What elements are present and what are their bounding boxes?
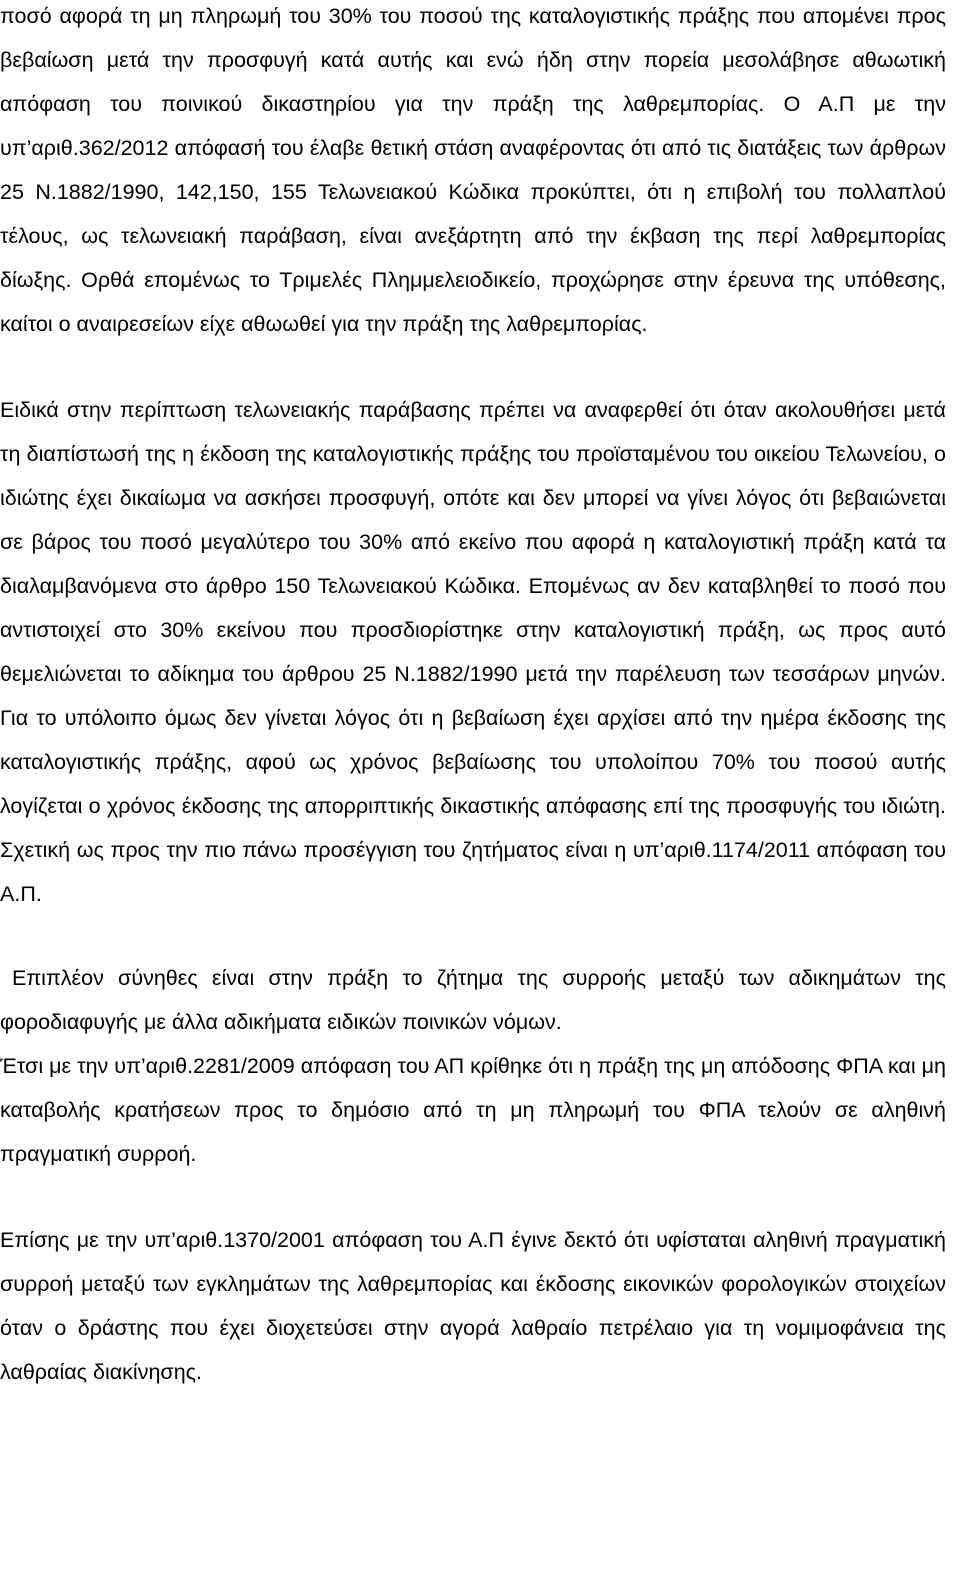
paragraph-4: Έτσι με την υπ’αριθ.2281/2009 απόφαση του ΑΠ κρίθηκε ότι η πράξη της μη απόδοσης ΦΠΑ και μη καταβολής κρατήσεων προς το δημόσιο από τη μη πληρωμή του ΦΠΑ τελούν σε αληθινή πραγματική συρροή. [0, 1054, 946, 1166]
paragraph-3 [0, 956, 946, 1044]
paragraph-1: ποσό αφορά τη μη πληρωμή του 30% του ποσού της καταλογιστικής πράξης που απομένει προς βεβαίωση μετά την προσφυγή κατά αυτής και ενώ ήδη στην πορεία μεσολάβησε αθωωτική απόφαση του ποινικού δικαστηρίου για την πράξη της λαθρεμπορίας. Ο Α.Π με την υπ’αριθ.362/2012 απόφασή του έλαβε θετική στάση αναφέροντας ότι από τις διατάξεις των άρθρων 25 Ν.1882/1990, 142,150, 155 Τελωνειακού Κώδικα προκύπτει, ότι η επιβολή του πολλαπλού τέλους, ως τελωνειακή παράβαση, είναι ανεξάρτητη από την έκβαση της περί λαθρεμπορίας δίωξης. Ορθά επομένως το Τριμελές Πλημμελειοδικείο, προχώρησε στην έρευνα της υπόθεσης, καίτοι ο αναιρεσείων είχε αθωωθεί για την πράξη της λαθρεμπορίας. [0, 4, 946, 336]
paragraph-5: Επίσης με την υπ’αριθ.1370/2001 απόφαση του Α.Π έγινε δεκτό ότι υφίσταται αληθινή πραγματική συρροή μεταξύ των εγκλημάτων της λαθρεμπορίας και έκδοσης εικονικών φορολογικών στοιχείων όταν ο δράστης που έχει διοχετεύσει στην αγορά λαθραίο πετρέλαιο για τη νομιμοφάνεια της λαθραίας διακίνησης. [0, 1228, 946, 1384]
paragraph-3-text: Επιπλέον σύνηθες είναι στην πράξη το ζήτημα της συρροής μεταξύ των αδικημάτων της φοροδιαφυγής με άλλα αδικήματα ειδικών ποινικών νόμων. [0, 966, 946, 1034]
paragraph-2: Ειδικά στην περίπτωση τελωνειακής παράβασης πρέπει να αναφερθεί ότι όταν ακολουθήσει μετά τη διαπίστωσή της η έκδοση της καταλογιστικής πράξης του προϊσταμένου του οικείου Τελωνείου, ο ιδιώτης έχει δικαίωμα να ασκήσει προσφυγή, οπότε και δεν μπορεί να γίνει λόγος ότι βεβαιώνεται σε βάρος του ποσό μεγαλύτερο του 30% από εκείνο που αφορά η καταλογιστική πράξη κατά τα διαλαμβανόμενα στο άρθρο 150 Τελωνειακού Κώδικα. Επομένως αν δεν καταβληθεί το ποσό που αντιστοιχεί στο 30% εκείνου που προσδιορίστηκε στην καταλογιστική πράξη, ως προς αυτό θεμελιώνεται το αδίκημα του άρθρου 25 Ν.1882/1990 μετά την παρέλευση των τεσσάρων μηνών. Για το υπόλοιπο όμως δεν γίνεται λόγος ότι η βεβαίωση έχει αρχίσει από την ημέρα έκδοσης της καταλογιστικής πράξης, αφού ως χρόνος βεβαίωσης του υπολοίπου 70% του ποσού αυτής λογίζεται ο χρόνος έκδοσης της απορριπτικής δικαστικής απόφασης επί της προσφυγής του ιδιώτη. Σχετική ως προς την πιο πάνω προσέγγιση του ζητήματος είναι η υπ’αριθ.1174/2011 απόφαση του Α.Π. [0, 398, 946, 906]
